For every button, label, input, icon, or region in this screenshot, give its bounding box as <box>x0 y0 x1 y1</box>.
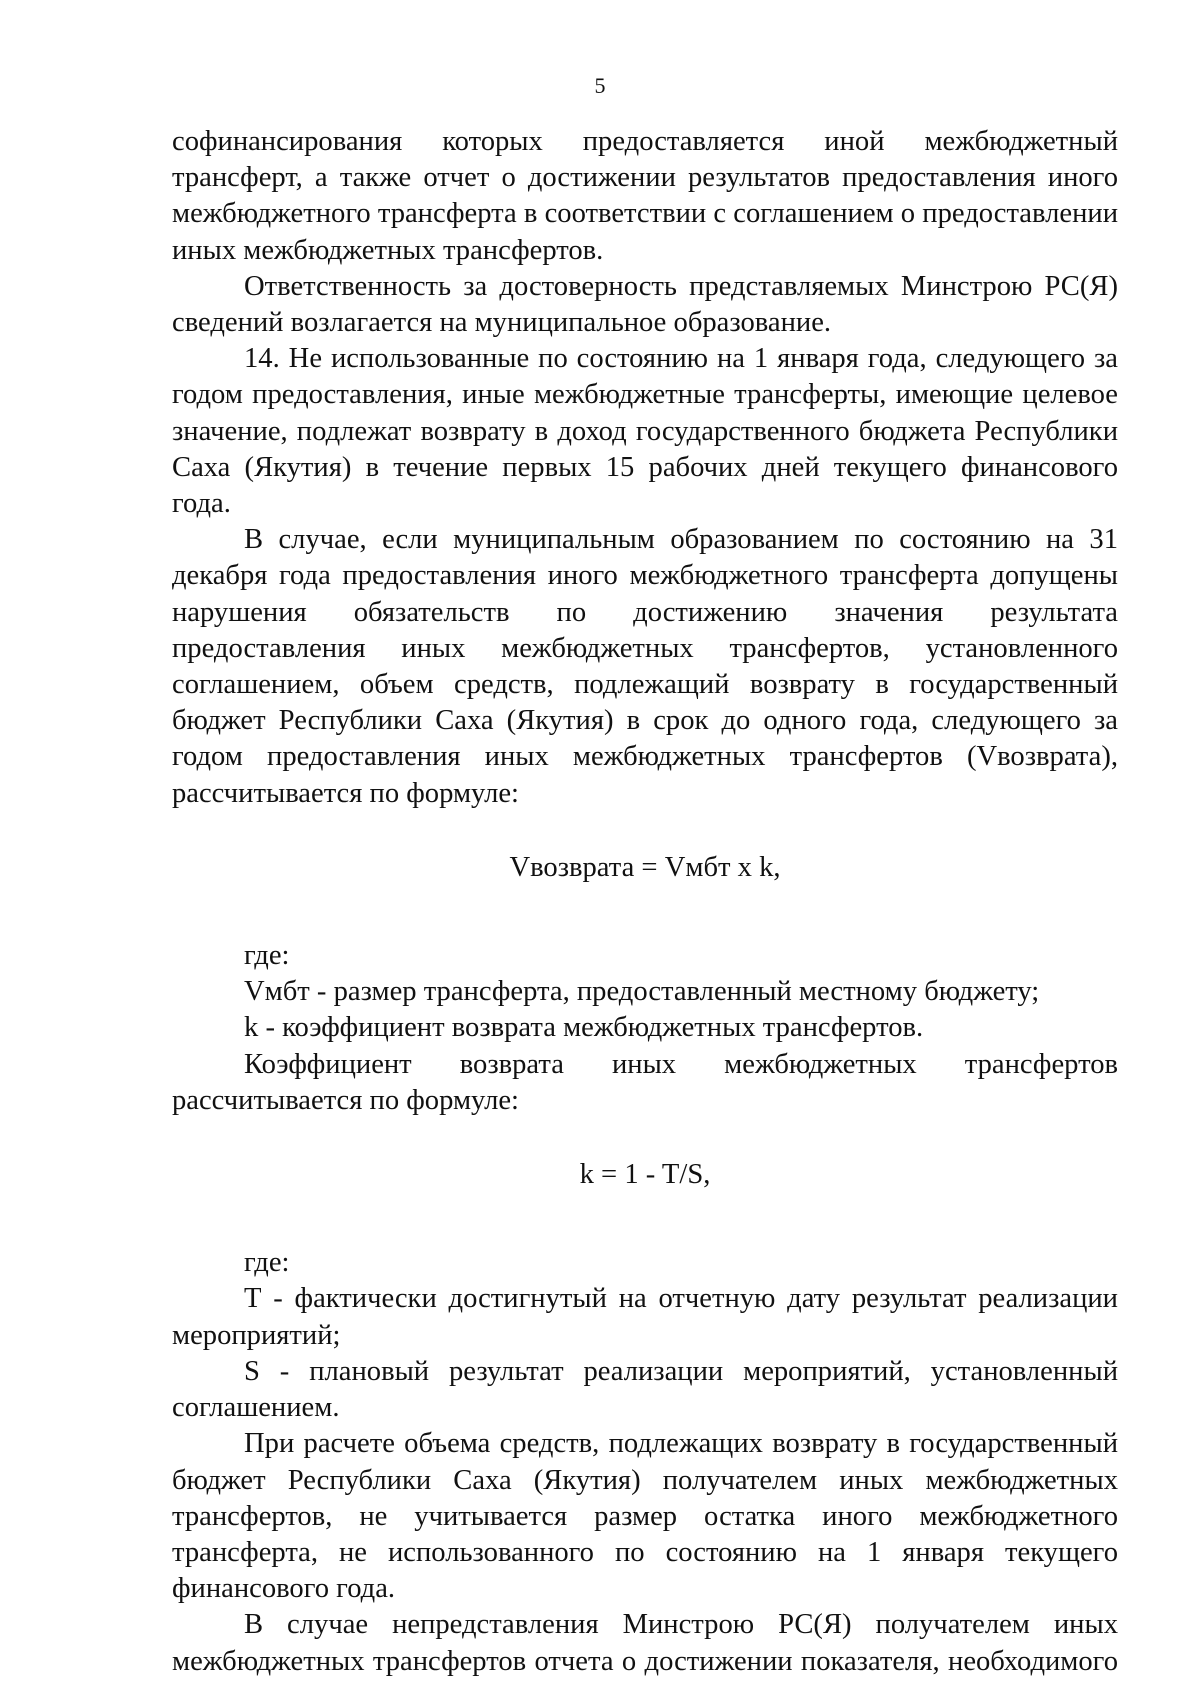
where-label-1: где: <box>244 940 290 972</box>
definition-k: k - коэффициент возврата межбюджетных трансфертов. <box>244 1012 924 1044</box>
paragraph-responsibility: Ответственность за достоверность представляемых Минстрою РС(Я) сведений возлагается на муниципальное образование. <box>172 270 1118 339</box>
paragraph-calculation: При расчете объема средств, подлежащих возврату в государственный бюджет Республики Саха (Якутия) получателем иных межбюджетных трансфертов, не учитывается размер остатка иного межбюджетного трансферта, не использованного по состоянию на 1 января текущего финансового года. <box>172 1428 1118 1605</box>
paragraph-coefficient: Коэффициент возврата иных межбюджетных трансфертов рассчитывается по формуле: <box>172 1048 1118 1116</box>
paragraph-violation-case: В случае, если муниципальным образованием по состоянию на 31 декабря года предоставления иного межбюджетного трансферта допущены нарушения обязательств по достижению значения результата предоставления иных межбюджетных трансфертов, установленного соглашением, объем средств, подлежащий возврату в государственный бюджет Республики Саха (Якутия) в срок до одного года, следующего за годом предоставления иных межбюджетных трансфертов (Vвозврата), рассчитывается по формуле: <box>172 524 1118 809</box>
paragraph-continuation: софинансирования которых предоставляется иной межбюджетный трансферт, а также отчет о достижении результатов предоставления иного межбюджетного трансферта в соответствии с соглашением о предоставлении иных межбюджетных трансфертов. <box>172 126 1118 266</box>
formula-return-volume: Vвозврата = Vмбт x k, <box>509 851 781 883</box>
paragraph-non-submission: В случае непредставления Минстрою РС(Я) получателем иных межбюджетных трансфертов отчета о достижении показателя, необходимого <box>172 1609 1118 1677</box>
page-number: 5 <box>594 73 606 98</box>
definition-s: S - плановый результат реализации мероприятий, установленный соглашением. <box>172 1355 1118 1424</box>
document-body <box>172 124 1118 1680</box>
paragraph-14: 14. Не использованные по состоянию на 1 января года, следующего за годом предоставления, иные межбюджетные трансферты, имеющие целевое значение, подлежат возврату в доход государственного бюджета Республики Саха (Якутия) в течение первых 15 рабочих дней текущего финансового года. <box>172 343 1118 520</box>
definition-t: Т - фактически достигнутый на отчетную дату результат реализации мероприятий; <box>172 1283 1118 1351</box>
definition-vmbt: Vмбт - размер трансферта, предоставленный местному бюджету; <box>244 976 1040 1008</box>
formula-coefficient: k = 1 - T/S, <box>579 1159 711 1191</box>
where-label-2: где: <box>244 1247 290 1279</box>
